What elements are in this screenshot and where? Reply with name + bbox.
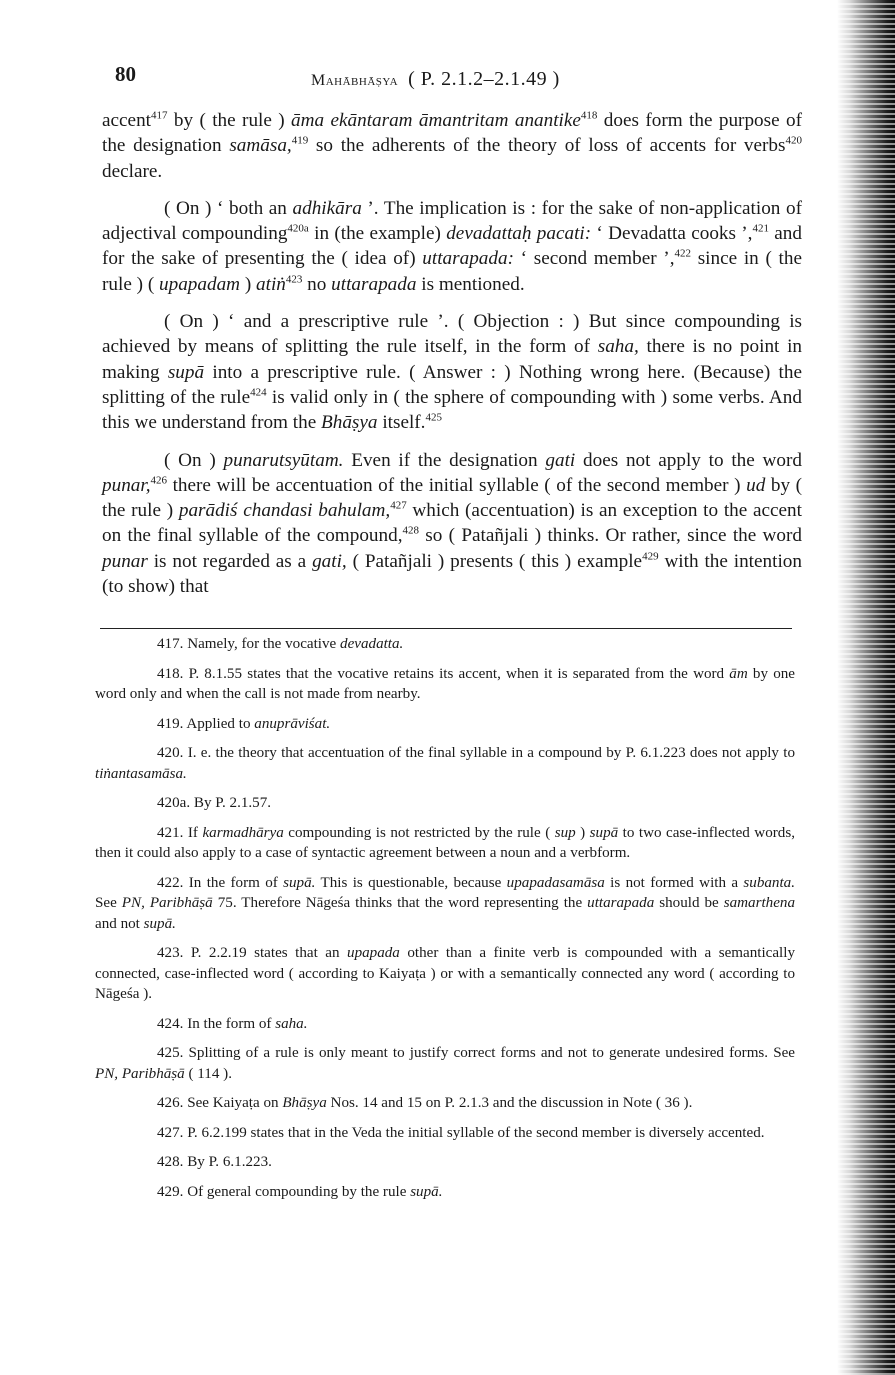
- footnote-425: 425. Splitting of a rule is only meant to justify correct forms and not to generate undesired forms. See PN, Paribhāṣā ( 114 ).: [95, 1045, 795, 1082]
- footnote-427: 427. P. 6.2.199 states that in the Veda the initial syllable of the second member is diversely accented.: [157, 1124, 765, 1141]
- footnote-424: 424. In the form of saha.: [157, 1015, 308, 1032]
- footnote-ref: 424: [250, 386, 267, 399]
- footnote-ref: 423: [285, 273, 303, 286]
- footnote-429: 429. Of general compounding by the rule supā.: [157, 1183, 443, 1200]
- footnote-ref: 422: [674, 248, 691, 261]
- footnote-421: 421. If karmadhārya compounding is not restricted by the rule ( sup ) supā to two case-inflected words, then it could also apply to a case of syntactic agreement between a noun and a verbform.: [95, 824, 795, 861]
- footnote-separator: [100, 628, 792, 629]
- footnote-419: 419. Applied to anuprāviśat.: [157, 715, 331, 732]
- footnote-420: 420. I. e. the theory that accentuation of the final syllable in a compound by P. 6.1.223 does not apply to tiṅantasamāsa.: [95, 745, 795, 782]
- footnote-422: 422. In the form of supā. This is questionable, because upapadasamāsa is not formed with a subanta. See PN, Paribhāṣā 75. Therefore Nāgeśa thinks that the word representing the uttarapada should be samarthena and not supā.: [95, 874, 795, 932]
- footnote-ref: 425: [425, 411, 442, 424]
- footnote-ref: 426: [150, 474, 168, 487]
- footnote-418: 418. P. 8.1.55 states that the vocative retains its accent, when it is separated from the word ām by one word only and when the call is not made from nearby.: [95, 665, 795, 702]
- paragraph-2: ( On ) ‘ both an adhikāra ’. The implication is : for the sake of non-application of adjectival compounding$^{420a}$ in (the example) devadattaḥ pacati: ‘ Devadatta cooks ’,$^{421}$ and for the sake of presenting the ( idea of) uttarapada: ‘ second member ’,$^{422}$ since in ( the rule ) ( upapadam ) atiṅ$^{423}$ no uttarapada is mentioned.: [102, 197, 802, 295]
- paragraph-1: accent$^{417}$ by ( the rule ) āma ekāntaram āmantritam anantike$^{418}$ does form the purpose of the designation samāsa,$^{419}$ so the adherents of the theory of loss of accents for verbs$^{420}$ declare.: [102, 109, 802, 182]
- footnote-426: 426. See Kaiyaṭa on Bhāṣya Nos. 14 and 15 on P. 2.1.3 and the discussion in Note ( 36 ).: [157, 1095, 693, 1111]
- footnote-ref: 417: [151, 109, 168, 122]
- running-title-work: Mahābhāṣya: [311, 72, 399, 89]
- paragraph-3: ( On ) ‘ and a prescriptive rule ’. ( Objection : ) But since compounding is achieved by means of splitting the rule itself, in the form of saha, there is no point in making supā into a prescriptive rule. ( Answer : ) Nothing wrong here. (Because) the splitting of the rule$^{424}$ is valid only in ( the sphere of compounding with ) some verbs. And this we understand from the Bhāṣya itself.$^{425}$: [102, 311, 802, 434]
- footnotes: [95, 634, 795, 1211]
- footnote-ref: 420a: [287, 222, 309, 235]
- running-title: [311, 68, 560, 91]
- scan-edge-shadow: [837, 0, 895, 1375]
- paragraph-4: ( On ) punarutsyūtam. Even if the designation gati does not apply to the word punar,$^{426}$ there will be accentuation of the initial syllable ( of the second member ) ud by ( the rule ) parādiś chandasi bahulam,$^{427}$ which (accentuation) is an exception to the accent on the final syllable of the compound,$^{428}$ so ( Patañjali ) thinks. Or rather, since the word punar is not regarded as a gati, ( Patañjali ) presents ( this ) example$^{429}$ with the intention (to show) that: [102, 449, 803, 598]
- footnote-ref: 429: [642, 550, 659, 563]
- page-header: [115, 62, 805, 96]
- footnote-ref: 418: [580, 109, 598, 122]
- footnote-417: 417. Namely, for the vocative devadatta.: [157, 636, 404, 652]
- footnote-ref: 421: [752, 222, 769, 235]
- footnote-428: 428. By P. 6.1.223.: [157, 1154, 272, 1170]
- footnote-423: 423. P. 2.2.19 states that an upapada other than a finite verb is compounded with a semantically connected, case-inflected word ( according to Kaiyaṭa ) or with a semantically connected any word ( according to Nāgeśa ).: [95, 945, 795, 1002]
- running-title-sutra-range: ( P. 2.1.2–2.1.49 ): [408, 68, 560, 90]
- footnote-420a: 420a. By P. 2.1.57.: [157, 795, 272, 811]
- main-text: [102, 108, 802, 611]
- footnote-ref: 420: [785, 134, 802, 147]
- page-number: 80: [115, 62, 136, 86]
- footnote-ref: 428: [402, 525, 419, 538]
- footnote-ref: 419: [291, 134, 309, 147]
- footnote-ref: 427: [390, 499, 407, 512]
